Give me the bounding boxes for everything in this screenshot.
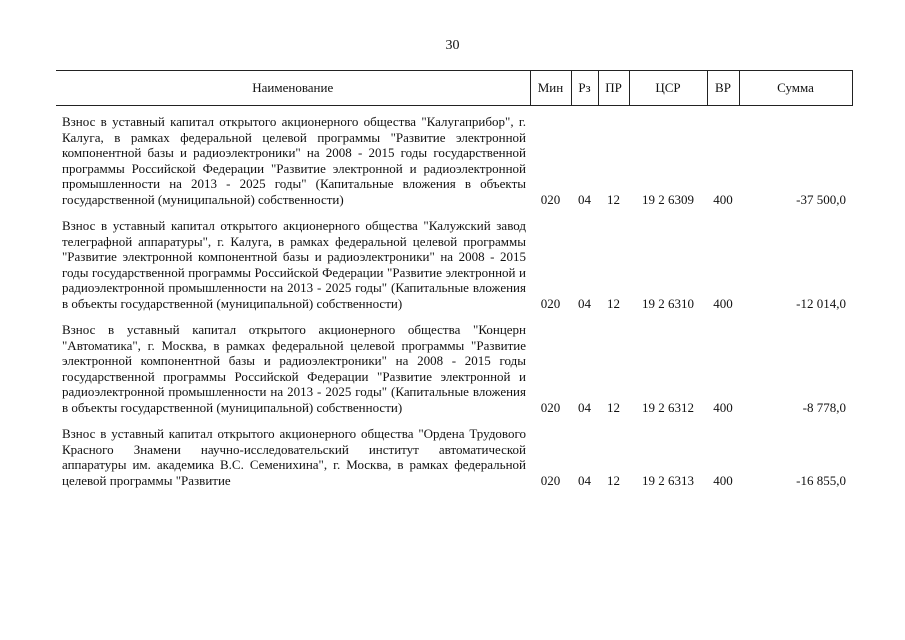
row-rz: 04 (578, 191, 591, 207)
row-name: Взнос в уставный капитал открытого акционерного общества "Калужский завод телеграфной аппаратуры", г. Калуга, в рамках федеральной целевой программы "Развитие электронной компонентной базы и радиоэлектроники" на 2008 - 2015 годы государственной программы Российской Федерации "Развитие электронной и радиоэлектронной промышленности на 2013 - 2025 годы" (Капитальные вложения в объекты государственной (муниципальной) собственности) (62, 218, 526, 311)
row-vr: 400 (713, 399, 733, 415)
row-vr: 400 (713, 472, 733, 488)
table-row (56, 415, 852, 488)
row-csr: 19 2 6309 (642, 191, 694, 207)
row-sum: -8 778,0 (802, 399, 846, 415)
row-csr: 19 2 6312 (642, 399, 694, 415)
row-name: Взнос в уставный капитал открытого акционерного общества "Концерн "Автоматика", г. Москва, в рамках федеральной целевой программы "Развитие электронной компонентной базы и радиоэлектроники" на 2008 - 2015 годы государственной программы Российской Федерации "Развитие электронной и радиоэлектронной промышленности на 2013 - 2025 годы" (Капитальные вложения в объекты государственной (муниципальной) собственности) (62, 322, 526, 415)
header-pr: ПР (598, 71, 629, 106)
row-rz: 04 (578, 399, 591, 415)
table-row (56, 311, 852, 415)
row-min: 020 (540, 295, 561, 311)
row-vr: 400 (713, 191, 733, 207)
row-pr: 12 (607, 399, 620, 415)
page-number: 30 (445, 38, 460, 53)
header-sum: Сумма (739, 71, 852, 106)
budget-table (56, 70, 853, 488)
row-vr: 400 (713, 295, 733, 311)
row-csr: 19 2 6313 (642, 472, 694, 488)
table-row (56, 207, 852, 311)
row-min: 020 (540, 472, 561, 488)
row-name: Взнос в уставный капитал открытого акционерного общества "Ордена Трудового Красного Знамени научно-исследовательский институт автоматической аппаратуры им. академика В.С. Семенихина", г. Москва, в рамках федеральной целевой программы "Развитие (62, 426, 526, 488)
table-header-row (56, 71, 852, 106)
header-min: Мин (530, 71, 571, 106)
row-rz: 04 (578, 472, 591, 488)
row-sum: -37 500,0 (796, 191, 846, 207)
row-sum: -12 014,0 (796, 295, 846, 311)
row-pr: 12 (607, 191, 620, 207)
header-csr: ЦСР (629, 71, 707, 106)
row-pr: 12 (607, 295, 620, 311)
header-name: Наименование (56, 71, 530, 106)
row-min: 020 (540, 399, 561, 415)
row-pr: 12 (607, 472, 620, 488)
row-sum: -16 855,0 (796, 472, 846, 488)
row-min: 020 (540, 191, 561, 207)
table-row (56, 106, 852, 208)
header-rz: Рз (571, 71, 598, 106)
row-name: Взнос в уставный капитал открытого акционерного общества "Калугаприбор", г. Калуга, в рамках федеральной целевой программы "Развитие электронной компонентной базы и радиоэлектроники" на 2008 - 2015 годы государственной программы Российской Федерации "Развитие электронной и радиоэлектронной промышленности на 2013 - 2025 годы" (Капитальные вложения в объекты государственной (муниципальной) собственности) (62, 114, 526, 207)
row-rz: 04 (578, 295, 591, 311)
header-vr: ВР (707, 71, 739, 106)
row-csr: 19 2 6310 (642, 295, 694, 311)
